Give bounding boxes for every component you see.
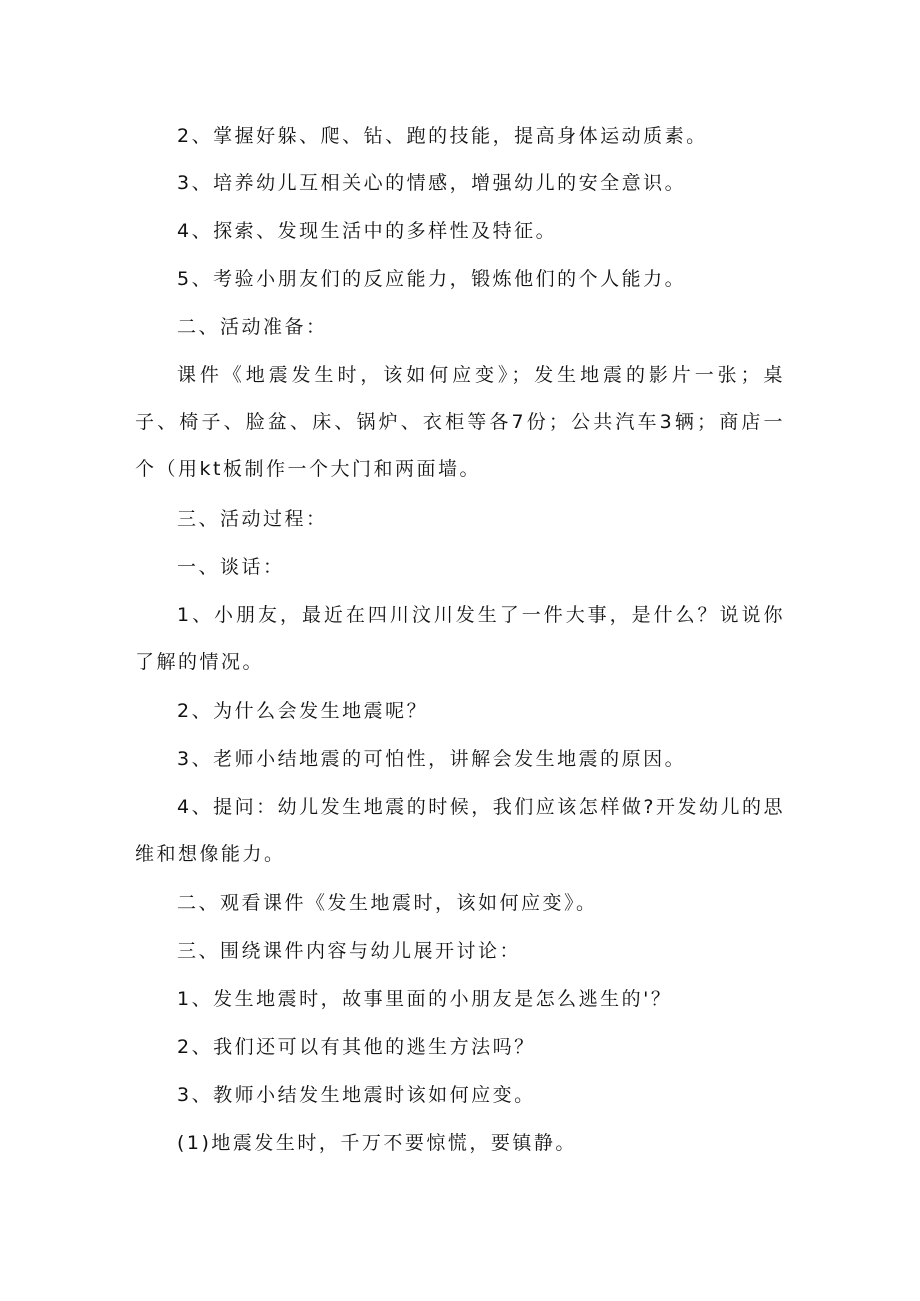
section-heading-preparation: 二、活动准备： bbox=[177, 316, 328, 338]
paragraph-talk-3: 3、老师小结地震的可怕性，讲解会发生地震的原因。 bbox=[177, 748, 687, 770]
paragraph-goal-2: 2、掌握好躲、爬、钻、跑的技能，提高身体运动质素。 bbox=[177, 125, 708, 147]
paragraph-talk-1: 1、小朋友，最近在四川汶川发生了一件大事，是什么？说说你了解的情况。 bbox=[135, 604, 785, 673]
paragraph-discussion-1: 1、发生地震时，故事里面的小朋友是怎么逃生的'？ bbox=[177, 988, 673, 1010]
paragraph-discussion-3: 3、教师小结发生地震时该如何应变。 bbox=[177, 1084, 536, 1106]
subheading-watch-courseware: 二、观看课件《发生地震时，该如何应变》。 bbox=[177, 892, 598, 914]
paragraph-preparation: 课件《地震发生时，该如何应变》；发生地震的影片一张；桌子、椅子、脸盆、床、锅炉、衣柜等各7份；公共汽车3辆；商店一个（用kt板制作一个大门和两面墙。 bbox=[135, 364, 785, 480]
subheading-discussion: 三、围绕课件内容与幼儿展开讨论： bbox=[177, 940, 522, 962]
paragraph-goal-4: 4、探索、发现生活中的多样性及特征。 bbox=[177, 220, 558, 242]
paragraph-talk-2: 2、为什么会发生地震呢？ bbox=[177, 700, 429, 722]
paragraph-goal-5: 5、考验小朋友们的反应能力，锻炼他们的个人能力。 bbox=[177, 268, 687, 290]
paragraph-tip-1: (1)地震发生时，千万不要惊慌，要镇静。 bbox=[177, 1132, 577, 1154]
paragraph-goal-3: 3、培养幼儿互相关心的情感，增强幼儿的安全意识。 bbox=[177, 172, 687, 194]
subheading-talk: 一、谈话： bbox=[177, 556, 285, 578]
paragraph-talk-4: 4、提问：幼儿发生地震的时候，我们应该怎样做?开发幼儿的思维和想像能力。 bbox=[135, 796, 785, 865]
section-heading-process: 三、活动过程： bbox=[177, 508, 328, 530]
paragraph-discussion-2: 2、我们还可以有其他的逃生方法吗？ bbox=[177, 1036, 536, 1058]
